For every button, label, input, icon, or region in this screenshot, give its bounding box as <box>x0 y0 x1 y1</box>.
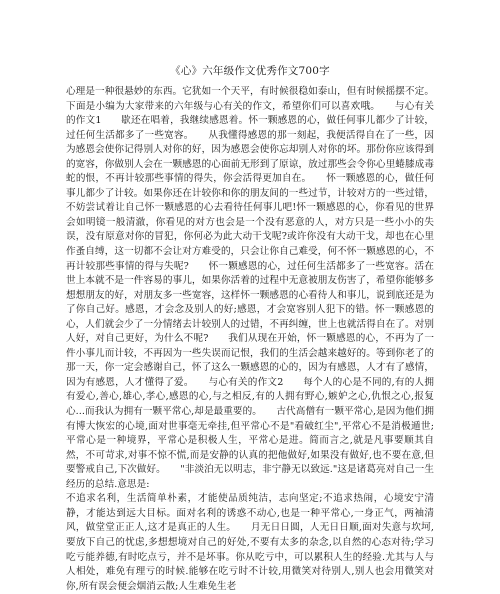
document-body <box>66 85 434 594</box>
body-paragraph: 心理是一种很悬妙的东西。它犹如一个天平，有时候很稳如泰山，但有时候摇摆不定。下面是小编为大家带来的六年级与心有关的作文，希望你们可以喜欢哦。 与心有关的作文1 歇还在唱着，我继续感恩着。怀一颗感恩的心，做任何事儿都少了计较，过任何生活都多了一些宽容。 从我懂得感恩的那一刻起，我便活得自在了一些，因为感恩会使你记得别人对你的好，因为感恩会使你忘却别人对你的坏。那份你应该得到的宽容，你做别人会在一颗感恩的心面前无形到了原谅，放过那些会令你心里蜷膝成毒蛇的恨，不再计较那些事情的得失，你会活得更加自在。 怀一颗感恩的心，做任何事儿都少了计较。如果你还在计较你和你的朋友间的一些过节，计较对方的一些过错，不妨尝试着让自己怀一颗感恩的心去看待任何事儿吧!怀一颗感恩的心，你看见的世界会如明镜一般清澈，你看见的对方也会是一个没有恶意的人，对方只是一些小小的失误，没有原意对你的冒犯，你何必为此大动干戈呢?或许你没有大动干戈，却也在心里作蚤自缚，这一切都不会让对方难受的，只会让你自己难受，何不怀一颗感恩的心，不再计较那些事情的得与失呢? 怀一颗感恩的心，过任何生活都多了一些宽容。活在世上本就不是一件容易的事儿，如果你活着的过程中无意被朋友伤害了，希望你能够多想想朋友的好，对朋友多一些宽容，这样怀一颗感恩的心看待人和事儿，说到底还是为了你自己好。感恩，才会念及别人的好;感恩，才会宽容别人犯下的错。怀一颗感恩的心，人们就会少了一分情绪去计较别人的过错，不再纠缠，世上也就活得自在了。对别人好，对自己更好，为什么不呢? 我们从现在开始，怀一颗感恩的心，不再为了一件小事儿而计较，不再因为一些失误而记恨，我们的生活会越来越好的。等到你老了的那一天，你一定会感谢自己，怀了这么一颗感恩的心的，因为有感恩，人才有了感情，因为有感恩，人才懂得了爱。 与心有关的作文2 每个人的心是不同的,有的人拥有爱心,善心,雄心,孝心,感恩的心,与之相反,有的人拥有野心,嫉妒之心,仇恨之心,报复心...而我认为拥有一颗平常心,却是最重要的。 古代高僧有一颗平常心,是因为他们拥有博大恢宏的心境,面对世事毫无牵挂,但平常心不是"看破红尘",平常心不是消极遁世;平常心是一种境界，平常心是积极人生，平常心是进。简而言之,就是凡事要顺其自然，不可苛求,对事不惊不慌,而是安静的认真的把他做好,如果没有做好,也不要在意,但要警戒自己,下次做好。 "非淡泊无以明志，非宁静无以致远."这是诸葛亮对自己一生经历的总结.意思是: <box>66 86 434 490</box>
document-title: 《心》六年级作文优秀作文700字 <box>170 65 330 77</box>
body-paragraph: 不追求名利，生活简单朴素，才能使品质纯洁，志向坚定;不追求热闹，心境安宁清静，才能达到远大目标。面对名利的诱惑不动心,也是一种平常心,一身正气，两袖清风，做堂堂正正人,这才是真正的人生。 月无日日圆，人无日日顺,面对失意与坎坷,要放下自己的忧虑,多想想境对自己的好处,不要有太多的杂念,以自然的心态对待;学习吃亏能养德,有时吃点亏，并不是坏事。你从吃亏中，可以累积人生的经验.尤其与人与人相处，难免有理亏的时候.能够在吃亏时不计较,用微笑对待别人,别人也会用微笑对你,所有误会便会烟消云散;人生难免生老 <box>66 493 434 592</box>
